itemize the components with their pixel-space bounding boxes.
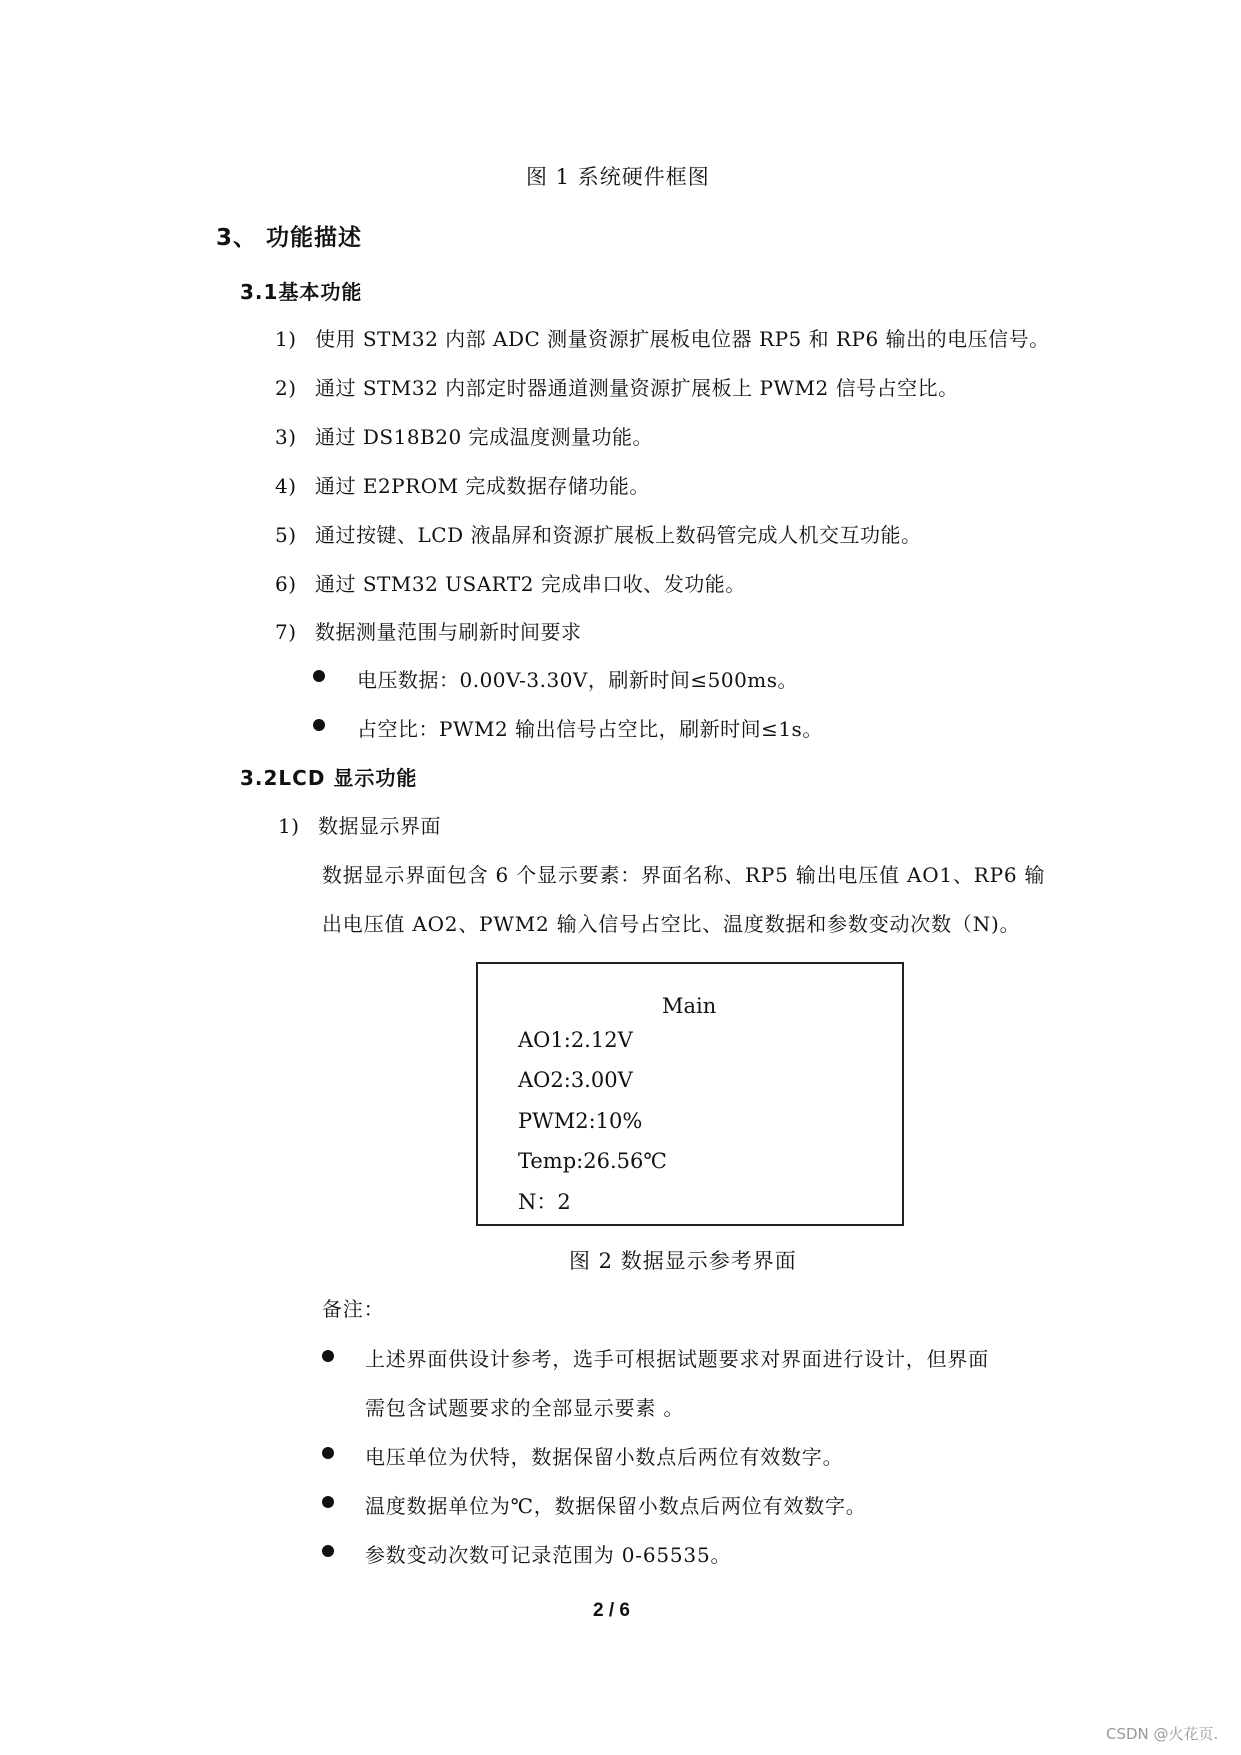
list-item [278,810,441,839]
item-text: 使用 STM32 内部 ADC 测量资源扩展板电位器 RP5 和 RP6 输出的电压信号。 [315,327,1050,351]
item-number: 3) [275,425,297,449]
note-text: 温度数据单位为℃，数据保留小数点后两位有效数字。 [365,1494,867,1518]
notes-label: 备注： [322,1297,385,1321]
lcd-line: PWM2:10% [518,1109,643,1133]
bullet-icon [313,670,325,682]
lcd-line: AO1:2.12V [518,1028,633,1052]
bullet-icon [322,1545,334,1557]
list-item [275,470,650,499]
description-line: 出电压值 AO2、PWM2 输入信号占空比、温度数据和参数变动次数（N)。 [322,912,1021,936]
page-number: 2 / 6 [593,1600,630,1621]
item-text: 通过按键、LCD 液晶屏和资源扩展板上数码管完成人机交互功能。 [315,523,922,547]
item-text: 通过 E2PROM 完成数据存储功能。 [315,474,650,498]
item-number: 1) [278,814,300,838]
figure2-caption: 图 2 数据显示参考界面 [569,1249,797,1273]
note-text: 上述界面供设计参考，选手可根据试题要求对界面进行设计，但界面 [365,1347,989,1371]
list-item [275,519,921,548]
section3-1-heading: 3.1基本功能 [240,280,363,304]
note-text: 电压单位为伏特，数据保留小数点后两位有效数字。 [365,1445,844,1469]
bullet-icon [322,1350,334,1362]
item-number: 6) [275,572,297,596]
item-text: 数据显示界面 [318,814,441,838]
note-text: 需包含试题要求的全部显示要素 。 [365,1396,685,1420]
lcd-line: N：2 [518,1190,571,1214]
list-item [275,568,746,597]
bullet-icon [322,1447,334,1459]
bullet-text: 电压数据：0.00V-3.30V，刷新时间≤500ms。 [357,668,799,692]
list-item [275,421,653,450]
note-text: 参数变动次数可记录范围为 0-65535。 [365,1543,732,1567]
lcd-line: Temp:26.56℃ [518,1149,667,1173]
lcd-title: Main [662,994,717,1018]
watermark: CSDN @火花页. [1106,1725,1219,1743]
bullet-icon [322,1496,334,1508]
figure1-caption: 图 1 系统硬件框图 [526,165,710,189]
bullet-icon [313,719,325,731]
section3-2-heading: 3.2LCD 显示功能 [240,766,418,790]
list-item [275,372,959,401]
list-item [275,323,1050,352]
list-item [275,616,582,645]
lcd-line: AO2:3.00V [518,1068,633,1092]
item-text: 数据测量范围与刷新时间要求 [315,620,582,644]
bullet-text: 占空比：PWM2 输出信号占空比，刷新时间≤1s。 [357,717,823,741]
item-text: 通过 DS18B20 完成温度测量功能。 [315,425,654,449]
item-number: 5) [275,523,297,547]
lcd-display-mockup [476,962,904,1226]
item-text: 通过 STM32 内部定时器通道测量资源扩展板上 PWM2 信号占空比。 [315,376,959,400]
description-line: 数据显示界面包含 6 个显示要素：界面名称、RP5 输出电压值 AO1、RP6 输 [322,863,1046,887]
section3-heading: 3、 功能描述 [216,225,363,251]
item-text: 通过 STM32 USART2 完成串口收、发功能。 [315,572,746,596]
item-number: 4) [275,474,297,498]
item-number: 2) [275,376,297,400]
item-number: 7) [275,620,297,644]
item-number: 1) [275,327,297,351]
